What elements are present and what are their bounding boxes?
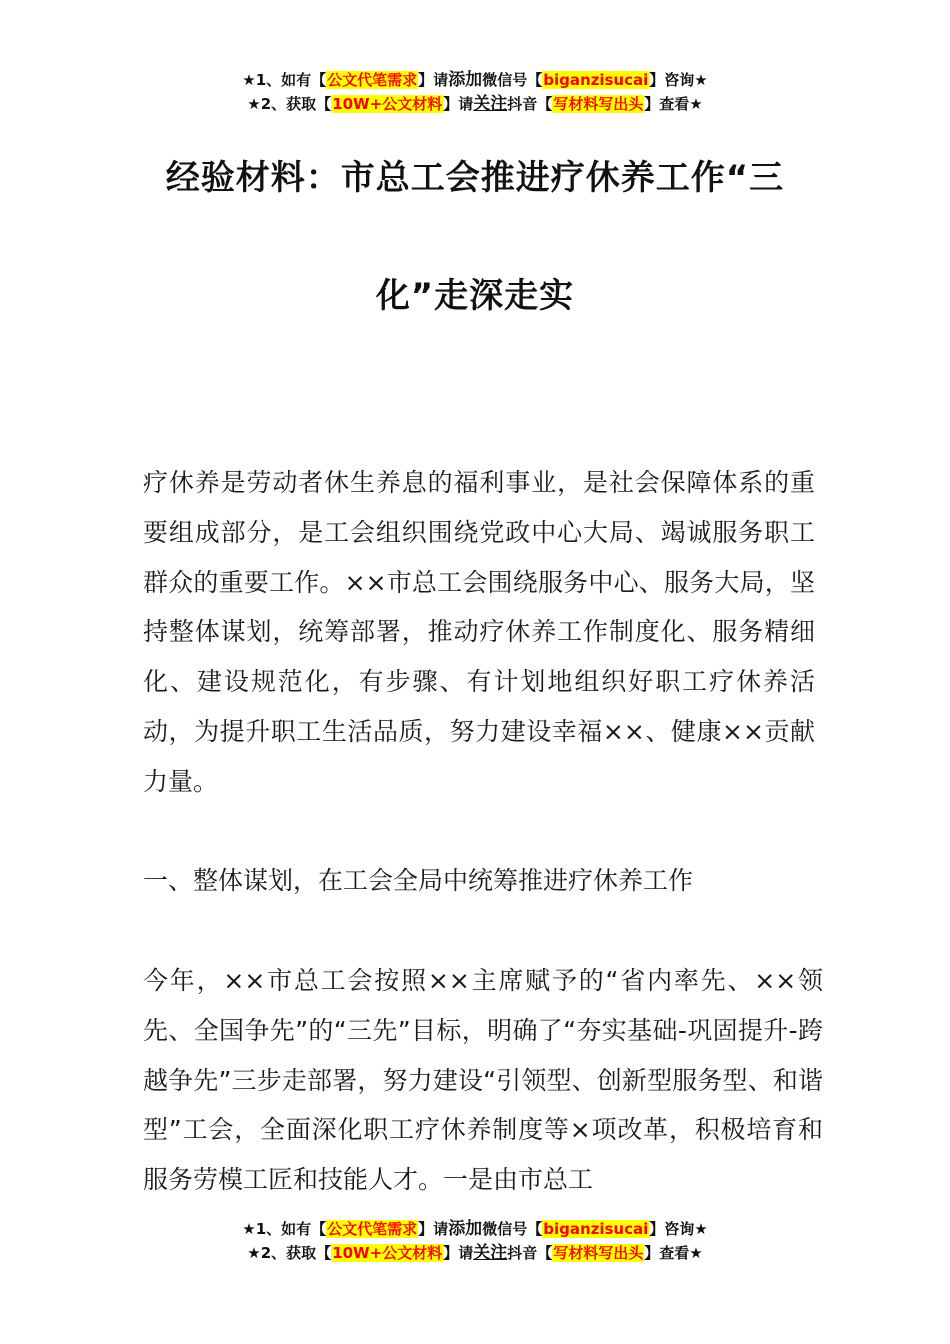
highlight-service: 公文代笔需求 (327, 1220, 418, 1238)
promo-line-1: ★1、如有【公文代笔需求】请添加微信号【biganzisucai】咨询★ (242, 1219, 708, 1239)
intro-paragraph: 疗休养是劳动者休生养息的福利事业，是社会保障体系的重要组成部分，是工会组织围绕党政中心大局、竭诚服务职工群众的重要工作。××市总工会围绕服务中心、服务大局，坚持整体谋划，统筹部署，推动疗休养工作制度化、服务精细化、建设规范化，有步骤、有计划地组织好职工疗休养活动，为提升职工生活品质，努力建设幸福××、健康××贡献力量。 (143, 468, 815, 796)
top-promo-banner (0, 68, 950, 116)
highlight-wechat-id: biganzisucai (543, 71, 649, 89)
section-heading-1: 一、整体谋划，在工会全局中统筹推进疗休养工作 (143, 866, 694, 895)
section-1-paragraph: 今年，××市总工会按照××主席赋予的“省内率先、××领先、全国争先”的“三先”目标，明确了“夯实基础-巩固提升-跨越争先”三步走部署，努力建设“引领型、创新型服务型、和谐型”工会，全面深化职工疗休养制度等×项改革，积极培育和服务劳模工匠和技能人才。一是由市总工 (143, 966, 823, 1195)
highlight-douyin-account: 写材料写出头 (553, 1244, 644, 1262)
document-title-line-2: 化”走深走实 (375, 276, 575, 316)
promo-line-2: ★2、获取【10W+公文材料】请关注抖音【写材料写出头】查看★ (247, 94, 703, 114)
promo-line-1: ★1、如有【公文代笔需求】请添加微信号【biganzisucai】咨询★ (242, 70, 708, 90)
highlight-materials: 10W+公文材料 (332, 1244, 443, 1262)
document-title-line-1: 经验材料：市总工会推进疗休养工作“三 (165, 158, 785, 198)
highlight-materials: 10W+公文材料 (332, 95, 443, 113)
bottom-promo-banner (0, 1217, 950, 1265)
promo-line-2: ★2、获取【10W+公文材料】请关注抖音【写材料写出头】查看★ (247, 1243, 703, 1263)
highlight-service: 公文代笔需求 (327, 71, 418, 89)
highlight-wechat-id: biganzisucai (543, 1220, 649, 1238)
highlight-douyin-account: 写材料写出头 (553, 95, 644, 113)
